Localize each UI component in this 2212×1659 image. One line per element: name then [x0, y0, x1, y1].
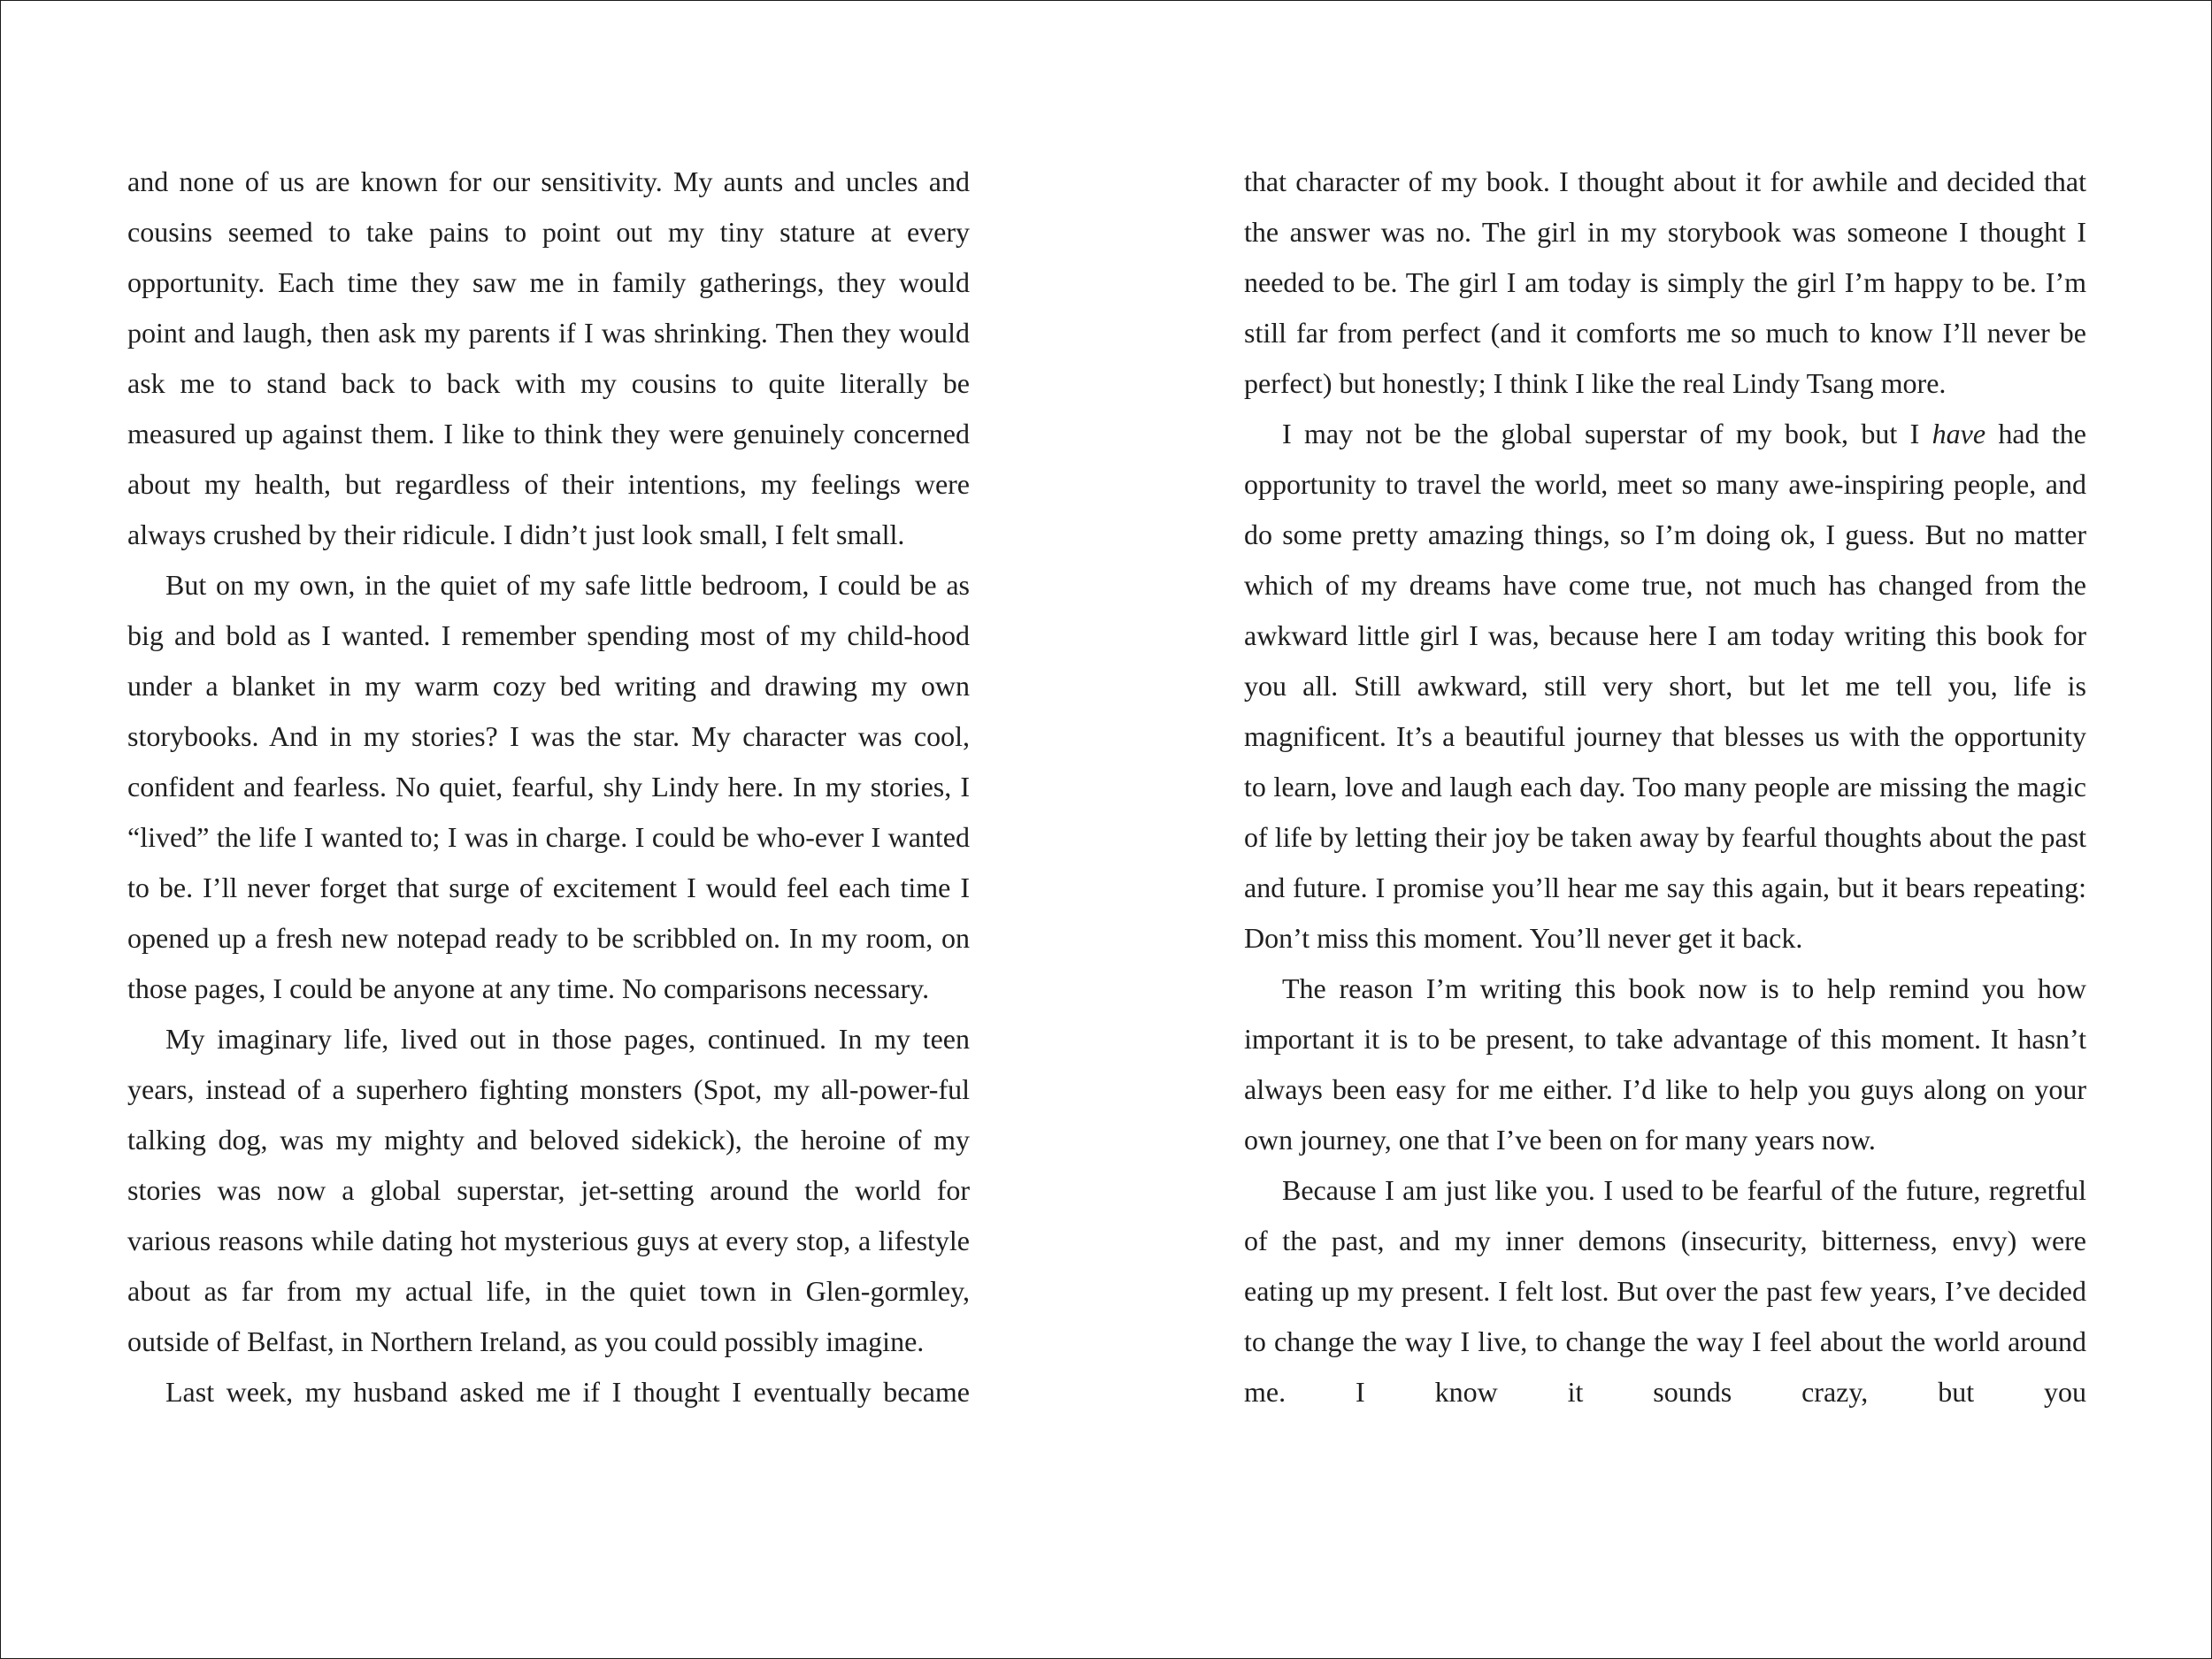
left-paragraph-2: But on my own, in the quiet of my safe little bedroom, I could be as big and bold as I wanted. I remember spending most of my child-hood under a blanket in my warm cozy bed writing and drawing my own storybooks. And in my stories? I was the star. My character was cool, confident and fearless. No quiet, fearful, shy Lindy here. In my stories, I “lived” the life I wanted to; I was in charge. I could be who-ever I wanted to be. I’ll never forget that surge of excitement I would feel each time I opened up a fresh new notepad ready to be scribbled on. In my room, on those pages, I could be anyone at any time. No comparisons necessary.: [127, 569, 970, 1004]
right-paragraph-1: that character of my book. I thought about it for awhile and decided that the answer was no. The girl in my storybook was someone I thought I needed to be. The girl I am today is simply the girl I’m happy to be. I’m still far from perfect (and it comforts me so much to know I’ll never be perfect) but honestly; I think I like the real Lindy Tsang more.: [1244, 165, 2086, 399]
left-paragraph-3: My imaginary life, lived out in those pages, continued. In my teen years, instead of a superhero fighting monsters (Spot, my all-power-ful talking dog, was my mighty and beloved sidekick), the heroine of my stories was now a global superstar, jet-setting around the world for various reasons while dating hot mysterious guys at every stop, a lifestyle about as far from my actual life, in the quiet town in Glen-gormley, outside of Belfast, in Northern Ireland, as you could possibly imagine.: [127, 1023, 970, 1357]
right-paragraph-3: The reason I’m writing this book now is to help remind you how important it is to be present, to take advantage of this moment. It hasn’t always been easy for me either. I’d like to help you guys along on your own journey, one that I’ve been on for many years now.: [1244, 972, 2086, 1156]
right-paragraph-2-before: I may not be the global superstar of my book, but I: [1282, 418, 1932, 449]
left-paragraph-4: Last week, my husband asked me if I thought I eventually became: [165, 1376, 970, 1408]
right-paragraph-2: [1244, 409, 2086, 964]
right-paragraph-4: Because I am just like you. I used to be fearful of the future, regretful of the past, and my inner demons (insecurity, bitterness, envy) were eating up my present. I felt lost. But over the past few years, I’ve decided to change the way I live, to change the way I feel about the world around me. I know it sounds crazy, but you: [1244, 1174, 2086, 1408]
right-page: [1244, 157, 2086, 1417]
right-paragraph-2-after: had the opportunity to travel the world, meet so many awe-inspiring people, and do some pretty amazing things, so I’m doing ok, I guess. But no matter which of my dreams have come true, not much has changed from the awkward little girl I was, because here I am today writing this book for you all. Still awkward, still very short, but let me tell you, life is magnificent. It’s a beautiful journey that blesses us with the opportunity to learn, love and laugh each day. Too many people are missing the magic of life by letting their joy be taken away by fearful thoughts about the past and future. I promise you’ll hear me say this again, but it bears repeating: Don’t miss this moment. You’ll never get it back.: [1244, 418, 2087, 954]
emphasis-have: have: [1932, 418, 1986, 449]
left-page: [127, 157, 970, 1417]
left-paragraph-1: and none of us are known for our sensitivity. My aunts and uncles and cousins seemed to take pains to point out my tiny stature at every opportunity. Each time they saw me in family gatherings, they would point and laugh, then ask my parents if I was shrinking. Then they would ask me to stand back to back with my cousins to quite literally be measured up against them. I like to think they were genuinely concerned about my health, but regardless of their intentions, my feelings were always crushed by their ridicule. I didn’t just look small, I felt small.: [127, 165, 970, 550]
